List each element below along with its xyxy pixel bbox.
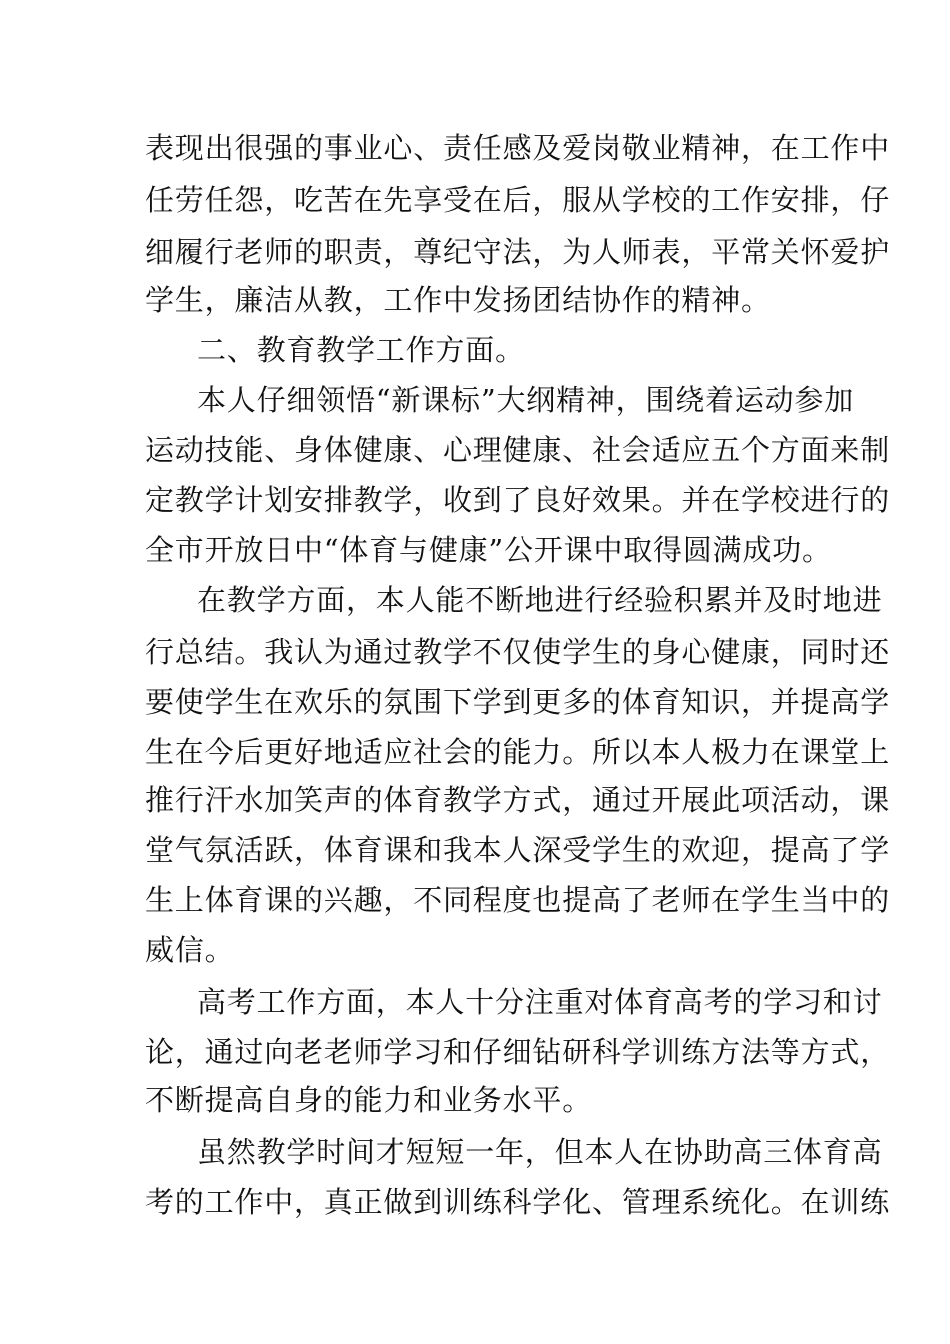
text-line: 表现出很强的事业心、责任感及爱岗敬业精神，在工作中 (145, 131, 891, 165)
text-line: 运动技能、身体健康、心理健康、社会适应五个方面来制 (145, 433, 891, 467)
text-line: 高考工作方面，本人十分注重对体育高考的学习和讨 (197, 985, 883, 1019)
text-line: 推行汗水加笑声的体育教学方式，通过开展此项活动，课 (145, 783, 891, 817)
text-line: 生上体育课的兴趣，不同程度也提高了老师在学生当中的 (145, 883, 891, 917)
text-line: 在教学方面，本人能不断地进行经验积累并及时地进 (197, 583, 883, 617)
text-line: 虽然教学时间才短短一年，但本人在协助高三体育高 (197, 1135, 883, 1169)
text-line: 堂气氛活跃，体育课和我本人深受学生的欢迎，提高了学 (145, 833, 891, 867)
text-line: 不断提高自身的能力和业务水平。 (145, 1083, 593, 1117)
text-line: 本人仔细领悟“新课标”大纲精神，围绕着运动参加 (197, 383, 855, 417)
text-line: 全市开放日中“体育与健康”公开课中取得圆满成功。 (145, 533, 832, 567)
text-line: 行总结。我认为通过教学不仅使学生的身心健康，同时还 (145, 635, 891, 669)
section-heading: 二、教育教学工作方面。 (197, 333, 525, 367)
text-line: 定教学计划安排教学，收到了良好效果。并在学校进行的 (145, 483, 891, 517)
text-line: 论，通过向老老师学习和仔细钻研科学训练方法等方式， (145, 1035, 891, 1069)
text-line: 生在今后更好地适应社会的能力。所以本人极力在课堂上 (145, 735, 891, 769)
text-line: 任劳任怨，吃苦在先享受在后，服从学校的工作安排，仔 (145, 183, 891, 217)
text-line: 考的工作中，真正做到训练科学化、管理系统化。在训练 (145, 1185, 891, 1219)
text-line: 要使学生在欢乐的氛围下学到更多的体育知识，并提高学 (145, 685, 891, 719)
text-line: 细履行老师的职责，尊纪守法，为人师表，平常关怀爱护 (145, 235, 891, 269)
text-line: 学生，廉洁从教，工作中发扬团结协作的精神。 (145, 283, 771, 317)
text-line: 威信。 (145, 933, 235, 967)
